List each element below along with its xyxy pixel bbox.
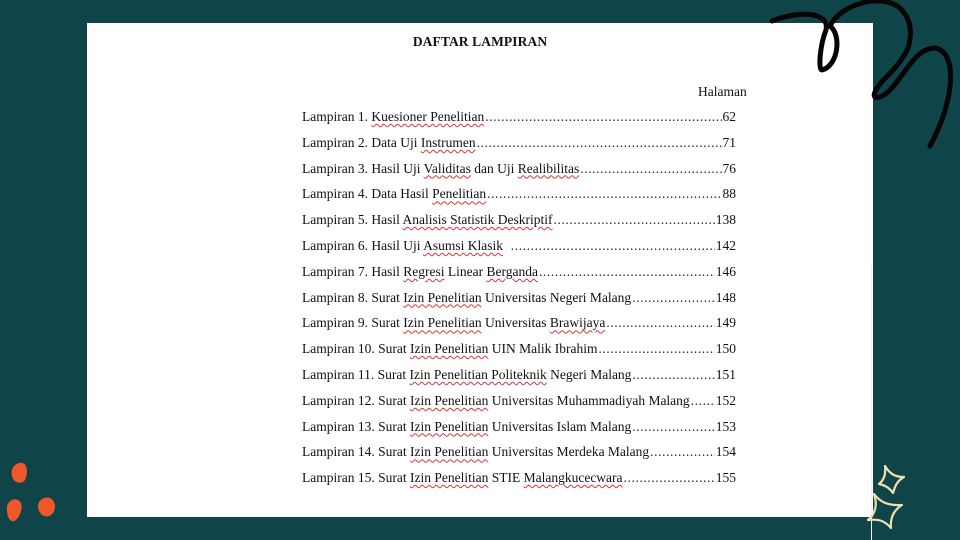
appendix-page-number: 154 [715,444,736,460]
appendix-entry-label [302,212,553,228]
appendix-entry-number: Lampiran 9. [302,315,372,331]
appendix-entry-text: Negeri Malang [546,366,632,382]
appendix-entry-text: Universitas Islam Malang [488,418,632,434]
appendix-entry [302,444,736,470]
appendix-entry-number: Lampiran 1. [302,109,372,124]
dot-leader [487,186,721,202]
appendix-entry-number: Lampiran 14. [302,444,379,460]
appendix-entry-text [503,238,510,253]
appendix-page-number: 146 [715,263,736,279]
page-title: DAFTAR LAMPIRAN [412,34,548,49]
appendix-entry-label [302,419,631,435]
appendix-entry-text: dan Uji [470,160,518,176]
appendix-entry-text: Universitas Merdeka Malang [488,444,650,460]
dot-leader [554,212,715,228]
spellcheck-flagged-text: Brawijaya [549,315,606,331]
appendix-entry-text: Surat [371,315,404,331]
appendix-page-number: 71 [722,134,736,150]
spellcheck-flagged-text: Izin Penelitian [409,470,489,486]
appendix-entry-number: Lampiran 13. [302,418,379,434]
appendix-entry [302,264,736,290]
appendix-entry-text: UIN Malik Ibrahim [488,341,598,357]
appendix-entry [302,393,736,419]
appendix-entry-label [302,264,538,280]
spellcheck-flagged-text: Kuesioner Penelitian [371,109,485,124]
appendix-entry-number: Lampiran 8. [302,289,372,305]
spellcheck-flagged-text: Izin Penelitian [403,289,482,305]
spellcheck-flagged-text: Berganda [486,263,538,279]
appendix-page-number: 149 [715,315,736,331]
spellcheck-flagged-text: Penelitian [432,186,487,202]
dot-leader [650,444,715,460]
spellcheck-flagged-text: Instrumen [420,134,476,150]
dot-leader [606,315,714,331]
appendix-page-number: 153 [715,418,736,434]
appendix-page-number: 150 [715,341,736,357]
appendix-page-number: 62 [722,109,736,124]
appendix-entry [302,186,736,212]
appendix-entry-text: Surat [378,418,410,434]
appendix-entry-label [302,161,579,177]
appendix-entry [302,290,736,316]
appendix-entry-number: Lampiran 15. [302,470,379,486]
appendix-entry-text: STIE [488,470,524,486]
spellcheck-flagged-text: Izin Penelitian [409,444,489,460]
appendix-page-number: 151 [715,366,736,382]
appendix-entry-label [302,290,631,306]
appendix-entry [302,315,736,341]
appendix-entry-text: Data Hasil [371,186,433,202]
appendix-entry [302,135,736,161]
spellcheck-flagged-text: Asumsi Klasik [423,237,504,253]
appendix-entry-number: Lampiran 7. [302,263,372,279]
dot-leader [624,470,715,486]
appendix-entry-label [302,315,605,331]
appendix-entry-text: Surat [378,470,410,486]
appendix-entry-text: Surat [378,392,410,408]
appendix-entry-label [302,186,486,202]
appendix-list [302,109,736,496]
spellcheck-flagged-text: Izin Penelitian [403,315,482,331]
appendix-entry [302,470,736,496]
spellcheck-flagged-text: Analisis Statistik Deskriptif [402,212,553,228]
appendix-entry-number: Lampiran 5. [302,212,372,228]
appendix-page-number: 155 [715,470,736,486]
appendix-entry-label [302,470,623,486]
appendix-entry-text: Surat [378,341,410,357]
appendix-page-number: 142 [715,237,736,253]
appendix-entry-label [302,444,649,460]
dot-leader [632,419,715,435]
dot-leader [580,161,721,177]
document-page [87,23,873,517]
appendix-entry-number: Lampiran 11. [302,366,378,382]
appendix-entry-label [302,109,484,125]
appendix-entry-number: Lampiran 12. [302,392,379,408]
dot-leader [632,367,714,383]
orange-dots-icon [0,450,100,540]
appendix-entry-text: Surat [377,366,410,382]
appendix-entry-text: Linear [444,263,487,279]
appendix-entry-number: Lampiran 2. [302,134,372,150]
appendix-entry [302,367,736,393]
appendix-entry-text: Surat [378,444,410,460]
appendix-entry [302,238,736,264]
appendix-entry-text: Hasil Uji [371,160,424,176]
appendix-entry-text: Hasil Uji [371,237,424,253]
dot-leader [598,341,714,357]
appendix-entry-text: Data Uji [371,134,421,150]
dot-leader [539,264,715,280]
appendix-entry-label [302,135,476,151]
appendix-entry-label [302,367,631,383]
page-number-column-header: Halaman [698,84,747,99]
appendix-page-number: 148 [715,289,736,305]
appendix-entry-label [302,341,597,357]
appendix-entry [302,341,736,367]
spellcheck-flagged-text: Malangkucecwara [523,470,623,486]
appendix-entry-text: Universitas Muhammadiyah Malang [488,392,690,408]
appendix-page-number: 152 [715,392,736,408]
appendix-page-number: 88 [722,186,736,202]
appendix-entry-number: Lampiran 4. [302,186,372,202]
spellcheck-flagged-text: Validitas [423,160,471,176]
appendix-entry-text: Surat [371,289,404,305]
sparkle-stars-icon [850,450,960,540]
appendix-entry-text: Hasil [371,263,404,279]
spellcheck-flagged-text: Realibilitas [517,160,580,176]
appendix-entry [302,212,736,238]
appendix-entry [302,109,736,135]
appendix-entry-label [302,393,690,409]
appendix-entry-label [302,238,510,254]
appendix-entry-number: Lampiran 6. [302,237,372,253]
spellcheck-flagged-text: Izin Penelitian [409,418,489,434]
spellcheck-flagged-text: Regresi [403,263,445,279]
appendix-entry-text: Universitas Negeri Malang [481,289,632,305]
dot-leader [511,238,715,254]
appendix-page-number: 138 [715,212,736,228]
appendix-entry [302,419,736,445]
appendix-entry-text: Hasil [371,212,403,228]
dot-leader [485,109,721,125]
dot-leader [632,290,715,306]
dot-leader [477,135,722,151]
spellcheck-flagged-text: Izin Penelitian [409,341,489,357]
appendix-entry-number: Lampiran 3. [302,160,372,176]
appendix-entry-number: Lampiran 10. [302,341,379,357]
appendix-entry-text: Universitas [481,315,550,331]
spellcheck-flagged-text: Izin Penelitian Politeknik [409,366,547,382]
appendix-page-number: 76 [722,160,736,176]
appendix-entry [302,161,736,187]
dot-leader [691,393,715,409]
spellcheck-flagged-text: Izin Penelitian [409,392,489,408]
